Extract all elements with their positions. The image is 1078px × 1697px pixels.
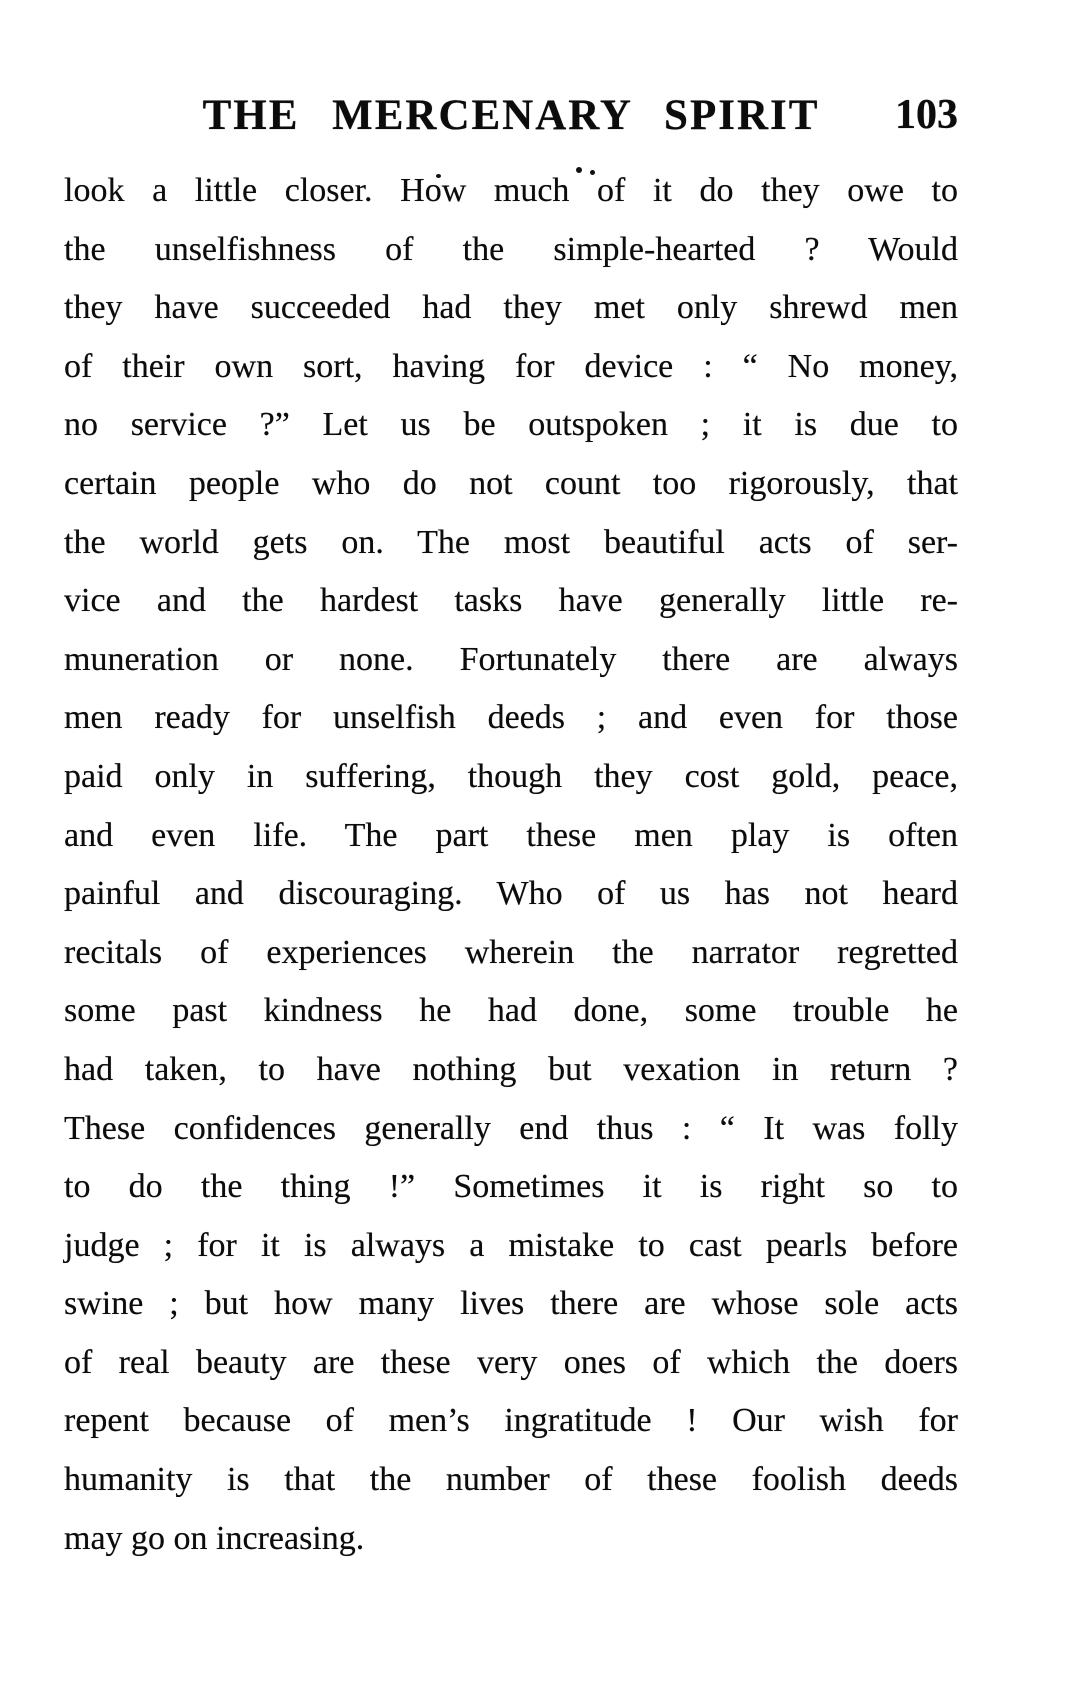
page-number: 103	[895, 92, 958, 138]
text-line: recitals of experiences wherein the narrator regretted	[64, 933, 958, 971]
text-line: no service ?” Let us be outspoken ; it is due to	[64, 406, 958, 444]
text-line: they have succeeded had they met only shrewd men	[64, 289, 958, 327]
text-line: certain people who do not count too rigorously, that	[64, 464, 958, 502]
text-line: and even life. The part these men play is often	[64, 816, 958, 854]
chapter-title: THE MERCENARY SPIRIT	[202, 92, 820, 139]
text-line: had taken, to have nothing but vexation in return ?	[64, 1050, 958, 1088]
text-line: These confidences generally end thus : “ It was folly	[64, 1109, 958, 1147]
running-header	[64, 94, 958, 144]
text-line: vice and the hardest tasks have generally little re-	[64, 582, 958, 620]
text-line: muneration or none. Fortunately there are always	[64, 640, 958, 678]
text-line: look a little closer. How much of it do they owe to	[64, 172, 958, 209]
text-line: the world gets on. The most beautiful acts of ser-	[64, 523, 958, 561]
text-line: paid only in suffering, though they cost gold, peace,	[64, 757, 958, 795]
text-line: of their own sort, having for device : “ No money,	[64, 347, 958, 385]
text-line: swine ; but how many lives there are whose sole acts	[64, 1285, 958, 1323]
text-line: judge ; for it is always a mistake to cast pearls before	[64, 1226, 958, 1264]
text-line: humanity is that the number of these foolish deeds	[64, 1461, 958, 1499]
text-line: men ready for unselfish deeds ; and even for those	[64, 699, 958, 737]
text-line: may go on increasing.	[64, 1519, 365, 1557]
text-line: painful and discouraging. Who of us has not heard	[64, 875, 958, 913]
body-text	[64, 162, 958, 1568]
text-line: of real beauty are these very ones of which the doers	[64, 1343, 958, 1381]
text-line: the unselfishness of the simple-hearted ? Would	[64, 230, 958, 268]
text-line: to do the thing !” Sometimes it is right so to	[64, 1168, 958, 1206]
text-line: repent because of men’s ingratitude ! Our wish for	[64, 1402, 958, 1440]
text-line: some past kindness he had done, some trouble he	[64, 992, 958, 1030]
